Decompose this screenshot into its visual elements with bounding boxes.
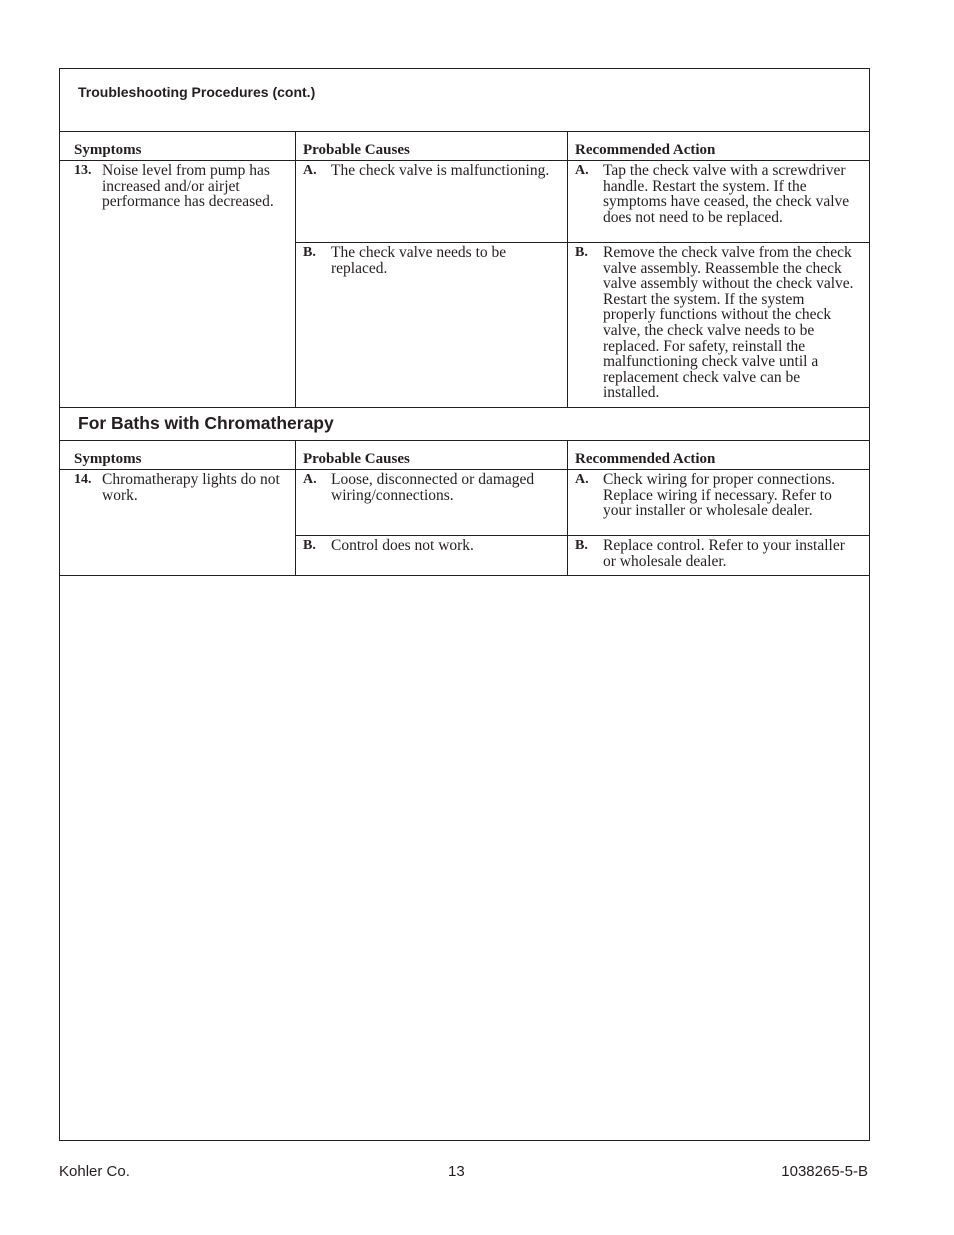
footer-company: Kohler Co. [59,1163,130,1180]
divider [60,575,869,576]
troubleshooting-frame [59,68,870,1141]
action-text: Replace control. Refer to your installer or wholesale dealer. [603,537,845,570]
col-header-action: Recommended Action [575,142,716,158]
cause-label: A. [303,163,317,178]
column-divider [295,440,296,576]
cause-text: The check valve needs to be replaced. [331,244,507,277]
divider [60,440,869,441]
divider [60,131,869,132]
page-title: Troubleshooting Procedures (cont.) [78,84,316,100]
divider [296,535,869,536]
col-header-symptoms: Symptoms [74,142,142,158]
column-divider [567,131,568,408]
action-text: Tap the check valve with a screwdriver handle. Restart the system. If the symptoms have ceased, the check valve does not need to be replaced. [603,162,850,226]
col-header-symptoms: Symptoms [74,451,142,467]
symptom-text: Chromatherapy lights do not work. [102,471,280,504]
action-label: B. [575,245,588,260]
divider [60,407,869,408]
column-divider [567,440,568,576]
cause-label: B. [303,538,316,553]
cause-label: B. [303,245,316,260]
column-divider [295,131,296,408]
col-header-causes: Probable Causes [303,451,410,467]
cause-text: The check valve is malfunctioning. [331,162,550,179]
divider [60,469,869,470]
action-text: Check wiring for proper connections. Replace wiring if necessary. Refer to your installer or wholesale dealer. [603,471,836,520]
action-label: B. [575,538,588,553]
divider [296,242,869,243]
action-label: A. [575,472,589,487]
col-header-causes: Probable Causes [303,142,410,158]
cause-text: Control does not work. [331,537,474,554]
cause-label: A. [303,472,317,487]
footer-page-number: 13 [448,1163,465,1180]
cause-text: Loose, disconnected or damaged wiring/connections. [331,471,535,504]
action-label: A. [575,163,589,178]
divider [60,160,869,161]
item-number: 14. [74,472,92,487]
item-number: 13. [74,163,92,178]
action-text: Remove the check valve from the check valve assembly. Reassemble the check valve assembly without the check valve. Restart the system. If the system properly functions without the check valve, the check valve needs to be replaced. For safety, reinstall the malfunctioning check valve until a replacement check valve can be installed. [603,244,854,402]
footer-doc-number: 1038265-5-B [781,1163,868,1180]
col-header-action: Recommended Action [575,451,716,467]
section-title-chromatherapy: For Baths with Chromatherapy [78,413,334,433]
symptom-text: Noise level from pump has increased and/or airjet performance has decreased. [102,162,274,211]
